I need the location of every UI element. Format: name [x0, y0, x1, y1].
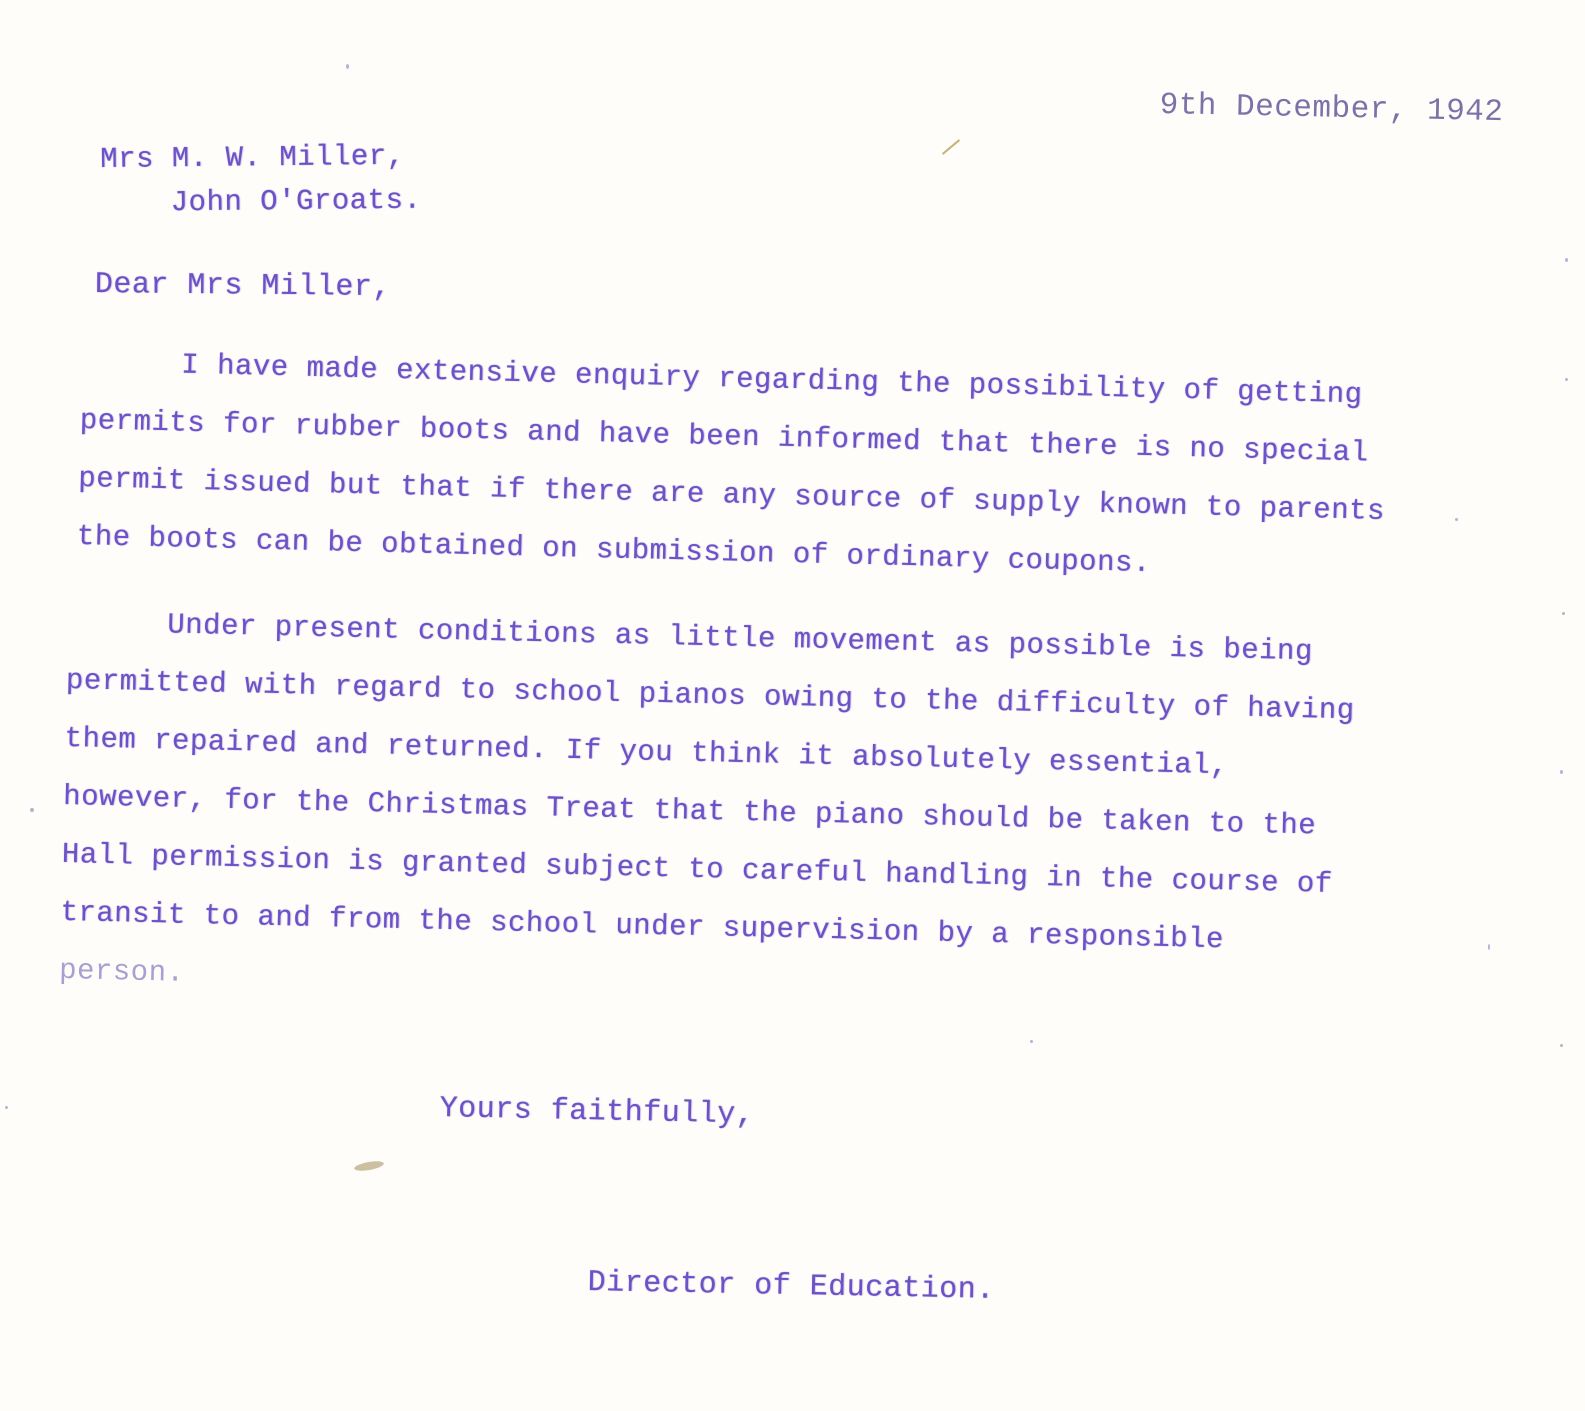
paragraph-school-piano	[58, 594, 1356, 1030]
paragraph-line: person.	[58, 953, 185, 990]
paragraph-line: Hall permission is granted subject to careful handling in the course of	[61, 837, 1334, 901]
paragraph-line: Under present conditions as little movement as possible is being	[166, 608, 1314, 669]
paper-speck	[1455, 518, 1458, 521]
paragraph-line: the boots can be obtained on submission of ordinary coupons.	[76, 519, 1152, 581]
paragraph-line: them repaired and returned. If you think it absolutely essential,	[64, 721, 1229, 783]
letter-date: 9th December, 1942	[1159, 88, 1504, 131]
paper-speck	[1030, 1040, 1033, 1043]
paragraph-line: permit issued but that if there are any source of supply known to parents	[77, 461, 1386, 529]
paper-speck	[5, 1106, 8, 1109]
paper-speck	[30, 808, 34, 812]
paper-speck	[1560, 1044, 1563, 1047]
paragraph-line: permitted with regard to school pianos owing to the difficulty of having	[65, 663, 1356, 728]
signature-title: Director of Education.	[587, 1266, 996, 1308]
paper-speck	[1560, 770, 1563, 774]
paragraph-line: however, for the Christmas Treat that the piano should be taken to the	[62, 779, 1317, 843]
paper-speck	[1565, 258, 1568, 262]
salutation: Dear Mrs Miller,	[94, 268, 392, 306]
paragraph-rubber-boots	[76, 334, 1388, 599]
paper-speck	[1565, 378, 1568, 381]
recipient-address-block	[100, 135, 422, 226]
paper-speck	[346, 64, 349, 69]
paragraph-line: transit to and from the school under supervision by a responsible	[60, 895, 1225, 957]
closing: Yours faithfully,	[439, 1092, 755, 1133]
paragraph-line: I have made extensive enquiry regarding the possibility of getting	[180, 348, 1363, 412]
paragraph-line: permits for rubber boots and have been informed that there is no special	[79, 403, 1369, 470]
recipient-address: John O'Groats.	[170, 183, 422, 220]
paper-smudge	[354, 1159, 385, 1172]
recipient-name: Mrs M. W. Miller,	[100, 139, 405, 176]
paper-mark	[942, 139, 960, 155]
paper-speck	[1562, 612, 1565, 615]
paper-speck	[1488, 944, 1490, 950]
